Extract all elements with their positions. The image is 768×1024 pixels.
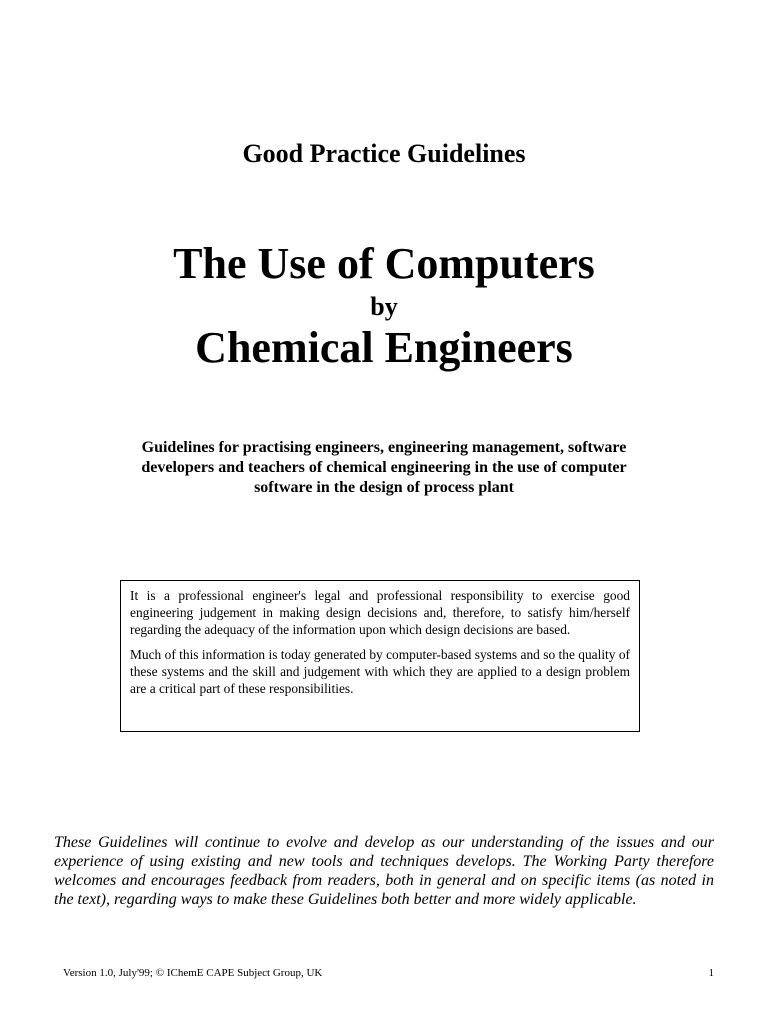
- main-title-line-1: The Use of Computers: [173, 239, 595, 288]
- subtitle: Guidelines for practising engineers, engineering management, software developers and teachers of chemical engineering in the use of computer software in the design of process plant: [141, 439, 627, 496]
- series-title: Good Practice Guidelines: [242, 139, 526, 168]
- notice-paragraph-2: Much of this information is today generated by computer-based systems and so the quality of these systems and the skill and judgement with which they are applied to a design problem are a critical part of these responsibilities.: [130, 647, 630, 696]
- main-title-by: by: [370, 292, 398, 321]
- responsibility-notice-box: [120, 580, 640, 732]
- notice-paragraph-1: It is a professional engineer's legal and professional responsibility to exercise good engineering judgement in making design decisions and, therefore, to satisfy him/herself regarding the adequacy of the information upon which design decisions are based.: [130, 588, 630, 637]
- feedback-note: These Guidelines will continue to evolve and develop as our understanding of the issues and our experience of using existing and new tools and techniques develops. The Working Party therefore welcomes and encourages feedback from readers, both in general and on specific items (as noted in the text), regarding ways to make these Guidelines both better and more widely applicable.: [54, 834, 714, 908]
- footer-version: Version 1.0, July'99; © IChemE CAPE Subject Group, UK: [63, 967, 323, 979]
- main-title-line-2: Chemical Engineers: [195, 323, 573, 372]
- page-number: 1: [708, 967, 714, 979]
